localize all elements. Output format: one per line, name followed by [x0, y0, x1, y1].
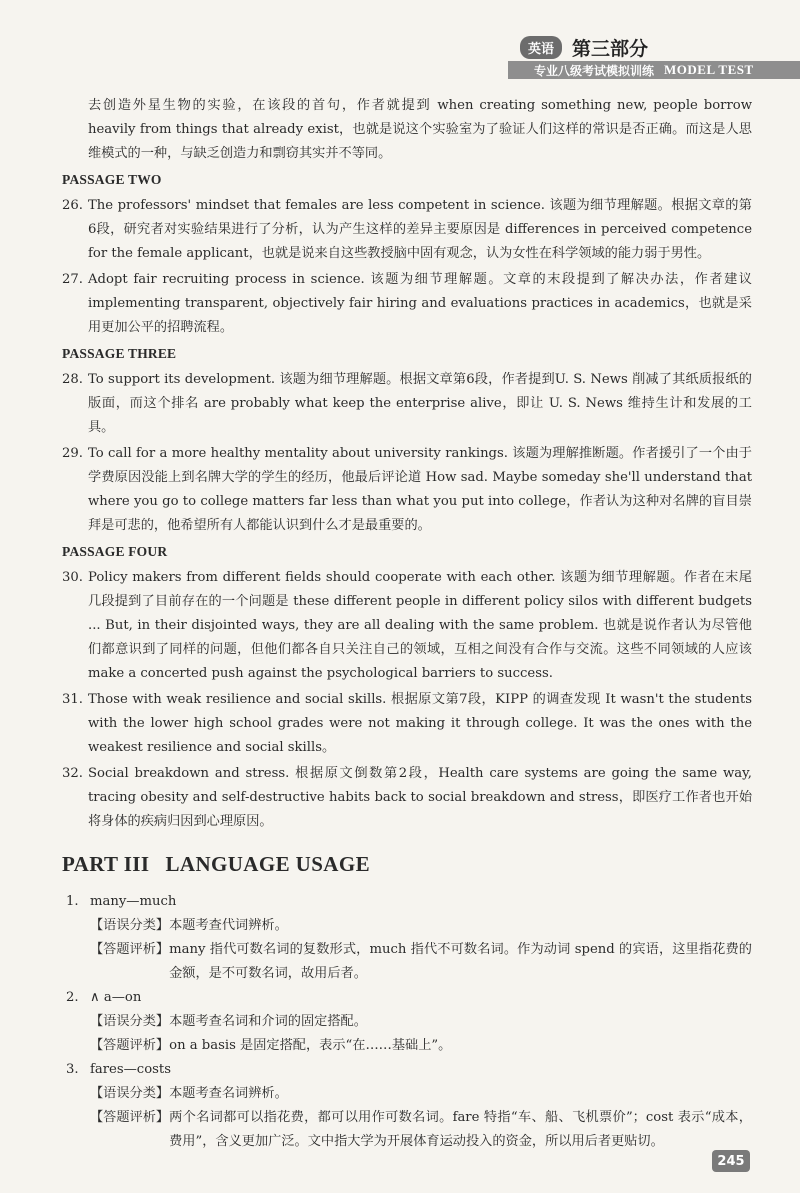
question-number: 2. — [66, 990, 79, 1005]
analysis-label: 【答题评析】 — [90, 1110, 170, 1125]
question-correction: fares—costs — [90, 1062, 171, 1077]
error-category-label: 【语误分类】 — [90, 1014, 170, 1029]
error-category-label: 【语误分类】 — [90, 1086, 170, 1101]
answer-item — [62, 566, 752, 686]
continued-paragraph: 去创造外星生物的实验，在该段的首句，作者就提到 when creating something new, people borrow heavily from things that already exist，也就是说这个实验室为了验证人们这样的常识是否正确。而这是人思维模式的一种，与缺乏创造力和剽窃其实并不等同。 — [88, 98, 752, 161]
part-three-title — [62, 852, 752, 876]
running-header — [520, 34, 648, 60]
item-text: Social breakdown and stress. 根据原文倒数第2段，Health care systems are going the same way, tracing obesity and self-destructive habits back to social breakdown and stress，即医疗工作者也开始将身体的疾病归因到心理原因。 — [88, 766, 752, 829]
error-category-text: 本题考查名词和介词的固定搭配。 — [169, 1014, 367, 1029]
item-number: 27. — [62, 272, 83, 287]
item-number: 29. — [62, 446, 83, 461]
usage-question — [66, 890, 752, 986]
error-category-text: 本题考查代词辨析。 — [169, 918, 288, 933]
question-correction: ∧ a—on — [90, 990, 142, 1005]
usage-question — [66, 986, 752, 1058]
answer-item — [62, 688, 752, 760]
analysis-text: on a basis 是固定搭配，表示“在……基础上”。 — [169, 1038, 452, 1053]
error-category-label: 【语误分类】 — [90, 918, 170, 933]
analysis-label: 【答题评析】 — [90, 942, 170, 957]
item-number: 31. — [62, 692, 83, 707]
error-category-text: 本题考查名词辨析。 — [169, 1086, 288, 1101]
analysis-text: 两个名词都可以指花费，都可以用作可数名词。fare 特指“车、船、飞机票价”；cost 表示“成本，费用”，含义更加广泛。文中指大学为开展体育运动投入的资金，所以用后者更贴切。 — [169, 1110, 752, 1149]
item-text: Those with weak resilience and social skills. 根据原文第7段，KIPP 的调查发现 It wasn't the students with the lower high school grades were not making it through college. It was the ones with the weakest resilience and social skills。 — [88, 692, 752, 755]
answer-item — [62, 194, 752, 266]
question-number: 1. — [66, 894, 79, 909]
part-label: 第三部分 — [572, 37, 649, 60]
item-number: 28. — [62, 372, 83, 387]
usage-question — [66, 1058, 752, 1154]
passage-four-heading: PASSAGE FOUR — [62, 544, 168, 559]
subject-tag: 英语 — [520, 36, 562, 59]
item-text: To call for a more healthy mentality about university rankings. 该题为理解推断题。作者援引了一个由于学费原因没能上到名牌大学的学生的经历，他最后评论道 How sad. Maybe someday she'll understand that where you go to college matters far less than what you put into college，作者认为这种对名牌的盲目崇拜是可悲的，他希望所有人都能认识到什么才是最重要的。 — [88, 446, 752, 533]
page-content — [62, 94, 752, 1154]
passage-three-heading: PASSAGE THREE — [62, 346, 177, 361]
header-subtitle: 专业八级考试模拟训练 — [534, 63, 655, 78]
answer-item — [62, 268, 752, 340]
page-number: 245 — [712, 1150, 750, 1172]
item-number: 30. — [62, 570, 83, 585]
item-text: The professors' mindset that females are less competent in science. 该题为细节理解题。根据文章的第6段，研究者对实验结果进行了分析，认为产生这样的差异主要原因是 differences in perceived competence for the female applicant，也就是说来自这些教授脑中固有观念，认为女性在科学领域的能力弱于男性。 — [88, 198, 752, 261]
item-number: 32. — [62, 766, 83, 781]
item-text: Policy makers from different fields should cooperate with each other. 该题为细节理解题。作者在末尾几段提到了目前存在的一个问题是 these different people in different policy silos with different budgets ... But, in their disjointed ways, they are all dealing with the same problem. 也就是说作者认为尽管他们都意识到了同样的问题，但他们都各自只关注自己的领域，互相之间没有合作与交流。这些不同领域的人应该 make a concerted push against the psychological barriers to success. — [88, 570, 752, 681]
answer-item — [62, 442, 752, 538]
item-text: Adopt fair recruiting process in science. 该题为细节理解题。文章的末段提到了解决办法，作者建议 implementing transparent, objectively fair hiring and evaluations practices in academics，也就是采用更加公平的招聘流程。 — [88, 272, 752, 335]
question-number: 3. — [66, 1062, 79, 1077]
answer-item — [62, 762, 752, 834]
passage-two-heading: PASSAGE TWO — [62, 172, 162, 187]
part-three-label: PART III — [62, 852, 150, 876]
question-correction: many—much — [90, 894, 177, 909]
item-text: To support its development. 该题为细节理解题。根据文章第6段，作者提到U. S. News 削减了其纸质报纸的版面，而这个排名 are probably what keep the enterprise alive，即让 U. S. News 维持生计和发展的工具。 — [88, 372, 752, 435]
analysis-text: many 指代可数名词的复数形式，much 指代不可数名词。作为动词 spend 的宾语，这里指花费的金额，是不可数名词，故用后者。 — [169, 942, 752, 981]
header-model-test: MODEL TEST — [664, 62, 754, 77]
item-number: 26. — [62, 198, 83, 213]
header-band — [508, 61, 800, 79]
answer-item — [62, 368, 752, 440]
analysis-label: 【答题评析】 — [90, 1038, 170, 1053]
part-three-name: LANGUAGE USAGE — [165, 852, 371, 876]
